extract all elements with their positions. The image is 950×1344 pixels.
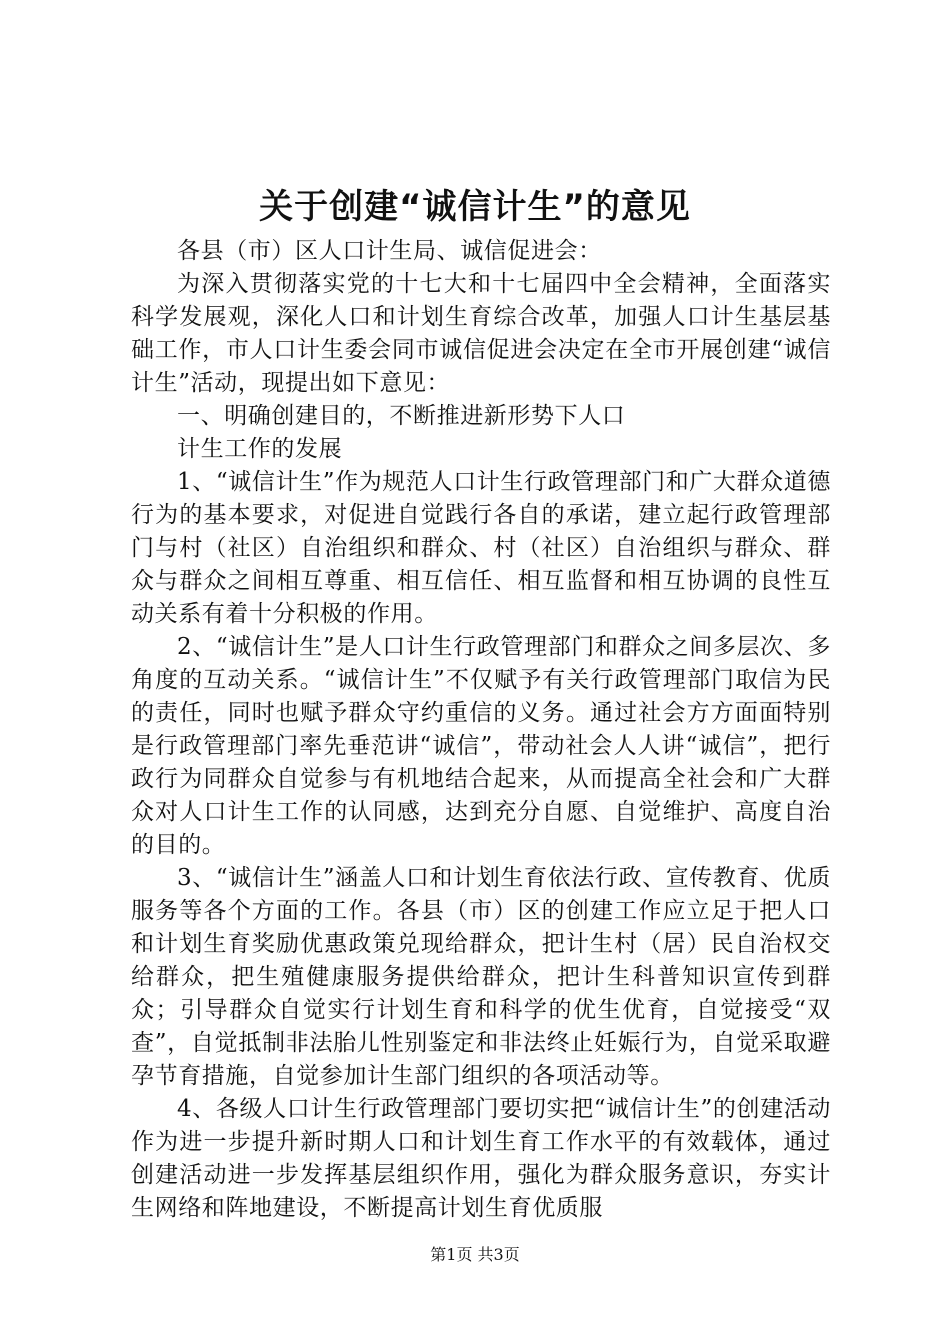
addressee-line: 各县（市）区人口计生局、诚信促进会： <box>177 238 602 264</box>
document-body <box>131 235 831 1225</box>
paragraph-item-2: 2、“诚信计生”是人口计生行政管理部门和群众之间多层次、多角度的互动关系。“诚信计生”不仅赋予有关行政管理部门取信为民的责任，同时也赋予群众守约重信的义务。通过社会方方面面特别是行政管理部门率先垂范讲“诚信”，带动社会人人讲“诚信”，把行政行为同群众自觉参与有机地结合起来，从而提高全社会和广大群众对人口计生工作的认同感，达到充分自愿、自觉维护、高度自治的目的。 <box>131 634 831 858</box>
paragraph-item-1: 1、“诚信计生”作为规范人口计生行政管理部门和广大群众道德行为的基本要求，对促进自觉践行各自的承诺，建立起行政管理部门与村（社区）自治组织和群众、村（社区）自治组织与群众、群众与群众之间相互尊重、相互信任、相互监督和相互协调的良性互动关系有着十分积极的作用。 <box>131 469 831 627</box>
section-heading-line-1: 一、明确创建目的，不断推进新形势下人口 <box>177 403 626 429</box>
paragraph-item-4: 4、各级人口计生行政管理部门要切实把“诚信计生”的创建活动作为进一步提升新时期人口和计划生育工作水平的有效载体，通过创建活动进一步发挥基层组织作用，强化为群众服务意识，夯实计生网络和阵地建设，不断提高计划生育优质服 <box>131 1096 831 1221</box>
page-number-footer: 第1页 共3页 <box>430 1245 520 1264</box>
section-heading-line-2: 计生工作的发展 <box>177 436 343 462</box>
paragraph-item-3: 3、“诚信计生”涵盖人口和计划生育依法行政、宣传教育、优质服务等各个方面的工作。各县（市）区的创建工作应立足于把人口和计划生育奖励优惠政策兑现给群众，把计生村（居）民自治权交给群众，把生殖健康服务提供给群众，把计生科普知识宣传到群众；引导群众自觉实行计划生育和科学的优生优育，自觉接受“双查”，自觉抵制非法胎儿性别鉴定和非法终止妊娠行为，自觉采取避孕节育措施，自觉参加计生部门组织的各项活动等。 <box>131 865 831 1089</box>
document-title: 关于创建“诚信计生”的意见 <box>259 187 691 227</box>
intro-paragraph: 为深入贯彻落实党的十七大和十七届四中全会精神，全面落实科学发展观，深化人口和计划生育综合改革，加强人口计生基层基础工作，市人口计生委会同市诚信促进会决定在全市开展创建“诚信计生”活动，现提出如下意见： <box>131 271 831 396</box>
